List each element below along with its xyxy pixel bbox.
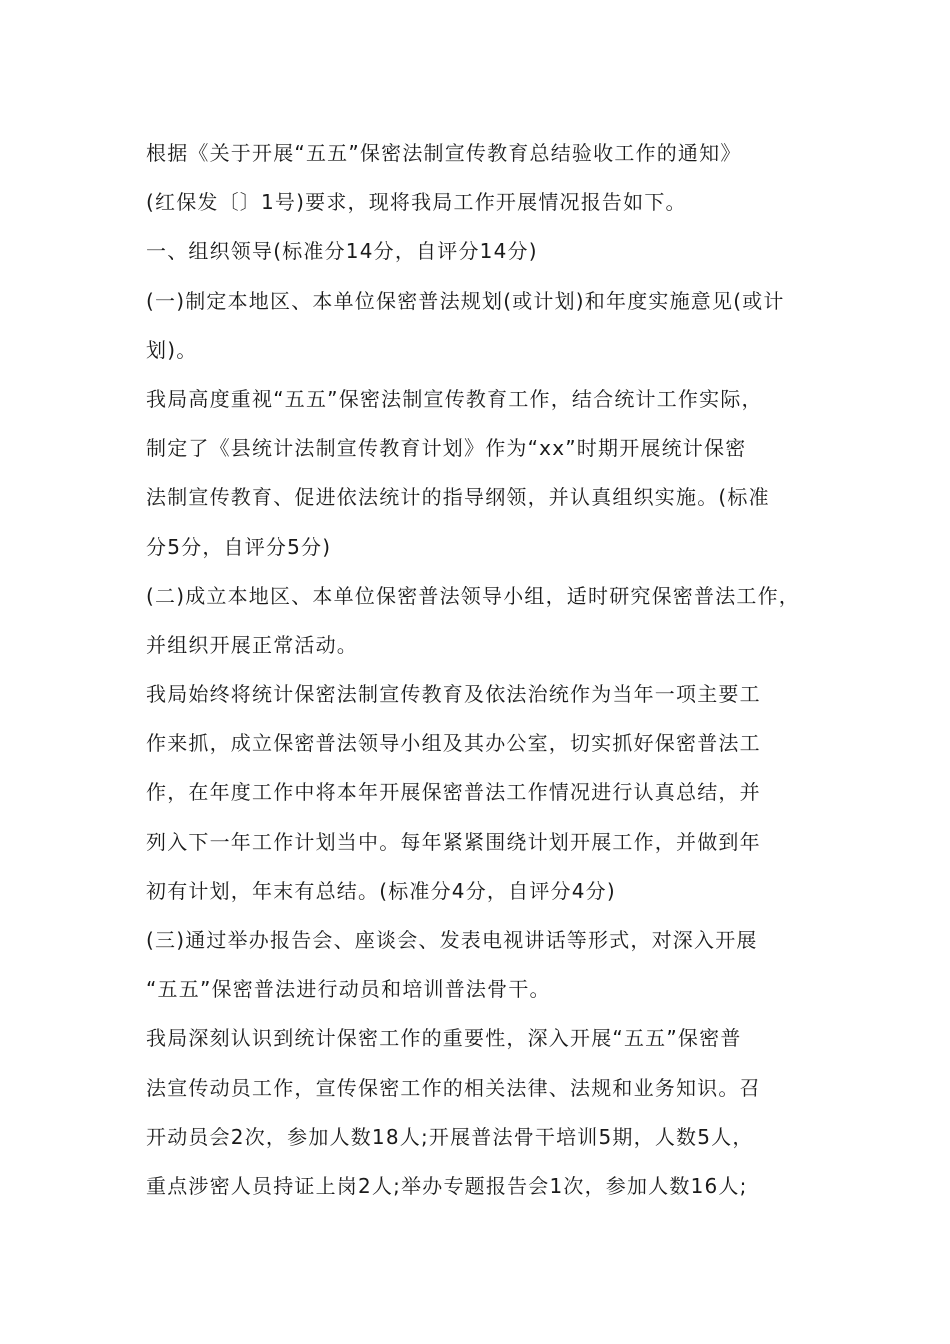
section-heading: 一、组织领导(标准分14分，自评分14分): [146, 239, 538, 264]
text-line: (红保发〔〕1号)要求，现将我局工作开展情况报告如下。: [146, 190, 687, 215]
text-line: 我局深刻认识到统计保密工作的重要性，深入开展“五五”保密普: [146, 1026, 742, 1051]
text-line: 重点涉密人员持证上岗2人;举办专题报告会1次，参加人数16人;: [146, 1173, 748, 1198]
text-line: 我局始终将统计保密法制宣传教育及依法治统作为当年一项主要工: [146, 682, 761, 707]
subsection-heading: “五五”保密普法进行动员和培训普法骨干。: [146, 977, 551, 1002]
text-line: 我局高度重视“五五”保密法制宣传教育工作，结合统计工作实际，: [146, 386, 763, 411]
text-line: 初有计划，年末有总结。(标准分4分，自评分4分): [146, 878, 616, 903]
subsection-heading: 并组织开展正常活动。: [146, 632, 358, 657]
text-line: 根据《关于开展“五五”保密法制宣传教育总结验收工作的通知》: [146, 141, 742, 165]
document-body: [146, 129, 810, 1211]
text-line: 法宣传动员工作，宣传保密工作的相关法律、法规和业务知识。召: [146, 1075, 761, 1100]
text-line: 列入下一年工作计划当中。每年紧紧围绕计划开展工作，并做到年: [146, 829, 761, 854]
text-line: 作，在年度工作中将本年开展保密普法工作情况进行认真总结，并: [146, 780, 761, 805]
subsection-heading: (一)制定本地区、本单位保密普法规划(或计划)和年度实施意见(或计: [146, 288, 785, 313]
text-line: 开动员会2次，参加人数18人;开展普法骨干培训5期，人数5人，: [146, 1124, 754, 1149]
subsection-heading: (二)成立本地区、本单位保密普法领导小组，适时研究保密普法工作，: [146, 583, 801, 608]
text-line: 制定了《县统计法制宣传教育计划》作为“xx”时期开展统计保密: [146, 436, 747, 461]
text-line: 作来抓，成立保密普法领导小组及其办公室，切实抓好保密普法工: [146, 731, 761, 756]
text-line: 分5分，自评分5分): [146, 534, 332, 559]
subsection-heading: (三)通过举办报告会、座谈会、发表电视讲话等形式，对深入开展: [146, 928, 758, 952]
subsection-heading: 划)。: [146, 337, 198, 362]
text-line: 法制宣传教育、促进依法统计的指导纲领，并认真组织实施。(标准: [146, 485, 770, 510]
